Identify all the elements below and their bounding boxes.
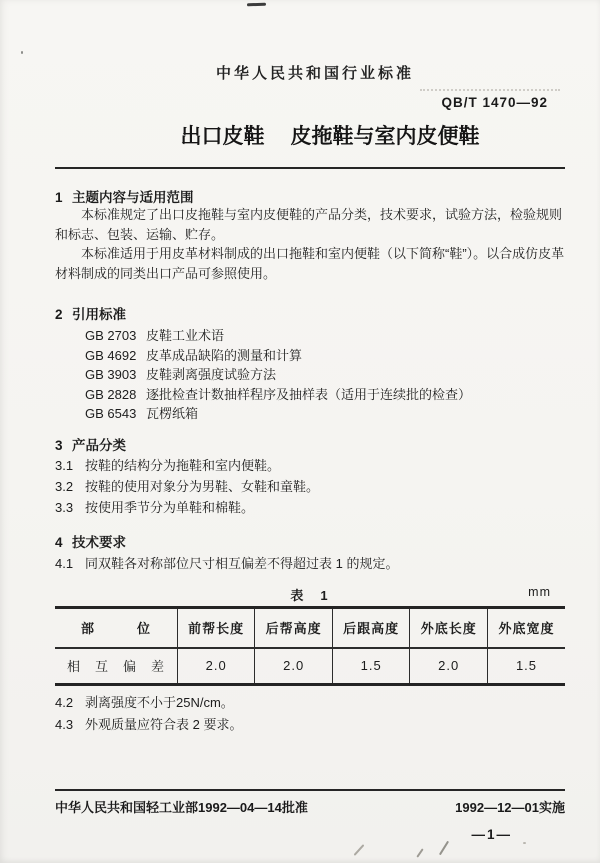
reference-title: 逐批检查计数抽样程序及抽样表（适用于连续批的检查） [146,386,472,402]
reference-code: GB 2828 [85,386,137,402]
clause [55,477,565,498]
section-1-body [55,205,565,283]
section-4-heading [55,531,565,551]
pencil-mark-artifact [416,848,423,857]
title-divider [55,167,565,169]
table-1-caption-row [55,585,565,601]
section-title: 主题内容与适用范围 [72,190,194,205]
reference-item [55,404,565,424]
document-title [60,120,600,150]
clause [55,692,565,714]
section-title: 引用标准 [72,307,126,322]
reference-title: 皮革成品缺陷的测量和计算 [146,347,303,363]
clause [55,554,565,574]
section-1-heading [55,186,565,206]
section-title: 产品分类 [72,438,126,453]
footer-line [55,797,565,816]
reference-title: 瓦楞纸箱 [146,406,199,422]
pencil-mark-artifact [354,844,365,856]
scan-dotted-artifact [420,89,560,91]
reference-code: GB 2703 [85,328,137,343]
column-header: 外底宽度 [487,608,565,648]
clause-text: 按使用季节分为单鞋和棉鞋。 [85,499,255,515]
paragraph: 本标准适用于用皮革材料制成的出口拖鞋和室内便鞋（以下简称“鞋”）。以合成仿皮革材料制成的同类出口产品可参照使用。 [55,246,565,281]
column-header: 后帮高度 [255,608,333,648]
table-1-container [55,606,565,686]
clause-number: 3.2 [55,478,74,494]
footer-divider [55,789,565,791]
clause-number: 4.1 [55,556,74,571]
clause-text: 同双鞋各对称部位尺寸相互偏差不得超过表 1 的规定。 [85,556,399,571]
column-header: 部 位 [80,621,151,637]
table-caption: 表 1 [290,588,330,603]
section-number: 1 [55,190,63,205]
table-unit-label: mm [528,585,551,599]
scan-smudge-artifact [247,3,266,7]
section-4-clauses-2-3 [55,692,565,735]
section-3-clauses [55,456,565,518]
paragraph: 本标准规定了出口皮拖鞋与室内皮便鞋的产品分类，技术要求，试验方法，检验规则和标志、包装、运输、贮存。 [55,207,563,242]
table-1 [55,606,565,686]
column-header: 后跟高度 [332,608,410,648]
document-title-left: 出口皮鞋 [180,125,265,148]
clause-text: 剥离强度不小于25N/cm。 [85,695,234,710]
clause-text: 按鞋的使用对象分为男鞋、女鞋和童鞋。 [85,478,320,494]
table-cell: 2.0 [255,648,333,685]
column-header: 外底长度 [410,608,488,648]
reference-item [55,385,565,405]
standard-number: QB/T 1470—92 [441,95,548,110]
reference-item [55,346,565,366]
pencil-mark-artifact [439,841,449,856]
implementation-text: 1992—12—01实施 [455,800,565,815]
table-header-row [55,608,565,648]
reference-code: GB 4692 [85,347,137,363]
section-number: 4 [55,535,63,550]
approval-text: 中华人民共和国轻工业部1992—04—14批准 [55,800,308,815]
reference-code: GB 6543 [85,406,137,422]
clause-text: 按鞋的结构分为拖鞋和室内便鞋。 [85,458,281,473]
clause-number: 4.3 [55,716,74,732]
section-number: 2 [55,307,63,322]
table-cell: 1.5 [332,648,410,685]
column-header: 前帮长度 [177,608,255,648]
clause-number: 3.1 [55,458,74,473]
reference-list [55,326,565,424]
section-2-heading [55,303,565,323]
clause [55,498,565,519]
clause [55,714,565,736]
clause-number: 3.3 [55,499,74,515]
section-number: 3 [55,438,63,453]
section-3-heading [55,434,565,454]
clause-text: 外观质量应符合表 2 要求。 [85,716,243,732]
document-title-right: 皮拖鞋与室内皮便鞋 [290,125,480,148]
standard-type-heading: 中华人民共和国行业标准 [215,65,414,82]
page-number: —1— [471,827,512,842]
reference-item [55,326,565,346]
scan-speck-artifact [21,51,23,54]
clause-number: 4.2 [55,695,74,710]
reference-title: 皮鞋剥离强度试验方法 [146,367,277,383]
table-row [55,648,565,685]
clause [55,456,565,477]
table-cell: 2.0 [410,648,488,685]
section-title: 技术要求 [72,535,126,550]
table-cell: 1.5 [487,648,565,685]
scan-speck-artifact [523,842,526,844]
section-4-clause-1 [55,554,565,574]
reference-item [55,365,565,385]
table-cell: 2.0 [177,648,255,685]
table-cell: 相 互 偏 差 [66,659,165,675]
reference-code: GB 3903 [85,367,137,383]
reference-title: 皮鞋工业术语 [146,328,225,343]
